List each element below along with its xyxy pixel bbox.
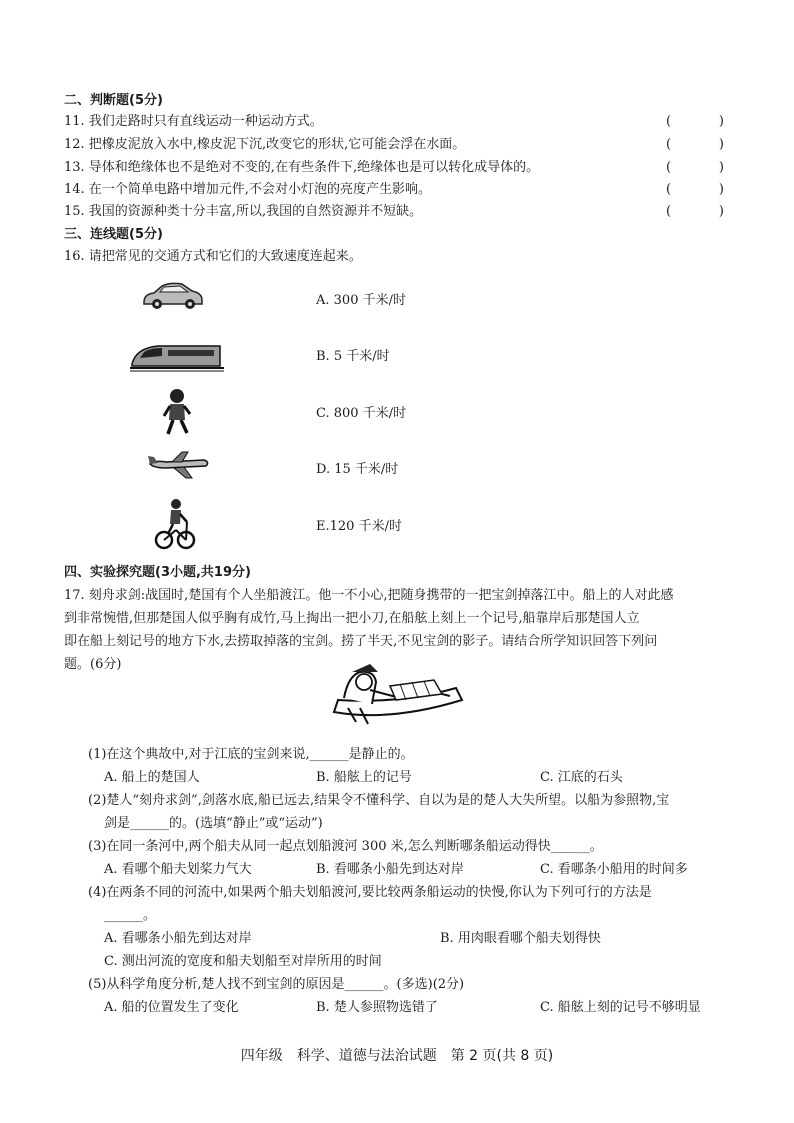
speed-option-e[interactable]: E.120 千米/时 — [316, 519, 402, 534]
answer-paren-13[interactable]: ( ) — [666, 160, 724, 175]
question-17-line-1: 17. 刻舟求剑:战国时,楚国有个人坐船渡江。他一不小心,把随身携带的一把宝剑掉落江中。船上的人对此感 — [64, 588, 674, 603]
question-17-line-3: 即在船上刻记号的地方下水,去捞取掉落的宝剑。捞了半天,不见宝剑的影子。请结合所学知识回答下列问 — [64, 634, 658, 649]
sub1-option-b[interactable]: B. 船舷上的记号 — [316, 770, 412, 785]
sub5-option-b[interactable]: B. 楚人参照物选错了 — [316, 1000, 438, 1015]
sub-question-2-line-2: 剑是______的。(选填“静止”或“运动”) — [104, 816, 323, 831]
car-icon — [140, 278, 206, 312]
answer-paren-12[interactable]: ( ) — [666, 137, 724, 152]
question-11: 11. 我们走路时只有直线运动一种运动方式。 — [64, 114, 323, 129]
sub3-option-a[interactable]: A. 看哪个船夫划桨力气大 — [104, 862, 252, 877]
sub-question-5: (5)从科学角度分析,楚人找不到宝剑的原因是______。(多选)(2分) — [88, 977, 465, 992]
page-footer: 四年级 科学、道德与法治试题 第 2 页(共 8 页) — [240, 1048, 554, 1064]
speed-option-a[interactable]: A. 300 千米/时 — [316, 293, 406, 308]
question-17-line-4: 题。(6分) — [64, 657, 122, 672]
sub5-option-a[interactable]: A. 船的位置发生了变化 — [104, 1000, 239, 1015]
question-14: 14. 在一个简单电路中增加元件,不会对小灯泡的亮度产生影响。 — [64, 182, 431, 197]
speed-option-b[interactable]: B. 5 千米/时 — [316, 349, 390, 364]
question-17-line-2: 到非常惋惜,但那楚国人似乎胸有成竹,马上掏出一把小刀,在船舷上刻上一个记号,船靠岸后那楚国人立 — [64, 611, 640, 626]
answer-paren-11[interactable]: ( ) — [666, 114, 724, 129]
sub-question-4-blank[interactable]: ______。 — [104, 908, 157, 923]
question-12: 12. 把橡皮泥放入水中,橡皮泥下沉,改变它的形状,它可能会浮在水面。 — [64, 137, 466, 152]
sub-question-3: (3)在同一条河中,两个船夫从同一起点划船渡河 300 米,怎么判断哪条船运动得快______。 — [88, 839, 603, 854]
question-16: 16. 请把常见的交通方式和它们的大致速度连起来。 — [64, 249, 362, 264]
sub5-option-c[interactable]: C. 船舷上刻的记号不够明显 — [540, 1000, 701, 1015]
bicycle-rider-icon — [154, 498, 196, 550]
speed-option-c[interactable]: C. 800 千米/时 — [316, 406, 407, 421]
sub4-option-a[interactable]: A. 看哪条小船先到达对岸 — [104, 931, 252, 946]
walking-child-icon — [160, 388, 194, 438]
question-13: 13. 导体和绝缘体也不是绝对不变的,在有些条件下,绝缘体也是可以转化成导体的。 — [64, 160, 540, 175]
sub3-option-b[interactable]: B. 看哪条小船先到达对岸 — [316, 862, 464, 877]
sub-question-4: (4)在两条不同的河流中,如果两个船夫划船渡河,要比较两条船运动的快慢,你认为下列可行的方法是 — [88, 885, 652, 900]
speed-option-d[interactable]: D. 15 千米/时 — [316, 462, 399, 477]
sub3-option-c[interactable]: C. 看哪条小船用的时间多 — [540, 862, 688, 877]
sub4-option-c[interactable]: C. 测出河流的宽度和船夫划船至对岸所用的时间 — [104, 954, 382, 969]
airplane-icon — [146, 450, 212, 480]
answer-paren-14[interactable]: ( ) — [666, 182, 724, 197]
boat-sword-illustration — [330, 660, 466, 728]
sub4-option-b[interactable]: B. 用肉眼看哪个船夫划得快 — [440, 931, 601, 946]
sub-question-1: (1)在这个典故中,对于江底的宝剑来说,______是静止的。 — [88, 747, 414, 762]
sub1-option-c[interactable]: C. 江底的石头 — [540, 770, 623, 785]
sub-question-2-line-1: (2)楚人“刻舟求剑”,剑落水底,船已远去,结果令不懂科学、自以为是的楚人大失所望。以船为参照物,宝 — [88, 793, 670, 808]
high-speed-train-icon — [128, 336, 226, 374]
section-heading-judgement: 二、判断题(5分) — [64, 93, 163, 108]
section-heading-experiment: 四、实验探究题(3小题,共19分) — [64, 565, 251, 580]
question-15: 15. 我国的资源种类十分丰富,所以,我国的自然资源并不短缺。 — [64, 204, 423, 219]
section-heading-matching: 三、连线题(5分) — [64, 227, 163, 242]
sub1-option-a[interactable]: A. 船上的楚国人 — [104, 770, 200, 785]
answer-paren-15[interactable]: ( ) — [666, 204, 724, 219]
